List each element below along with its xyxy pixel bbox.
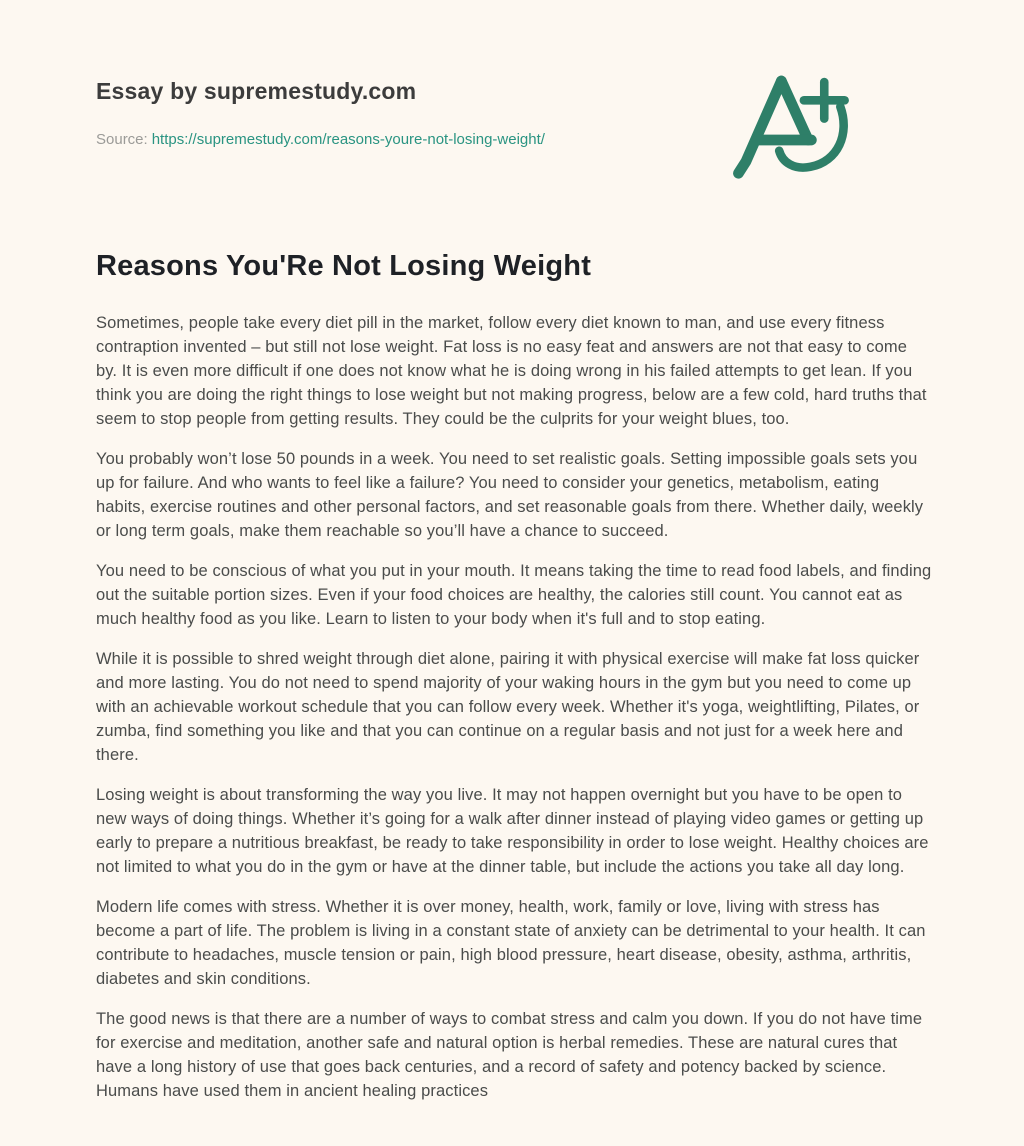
paragraph-2: You probably won’t lose 50 pounds in a week. You need to set realistic goals. Setting impossible goals sets you up for failure. And who wants to feel like a failure? You need to consider your genetics, metabolism, eating habits, exercise routines and other personal factors, and set reasonable goals from there. Whether daily, weekly or long term goals, make them reachable so you’ll have a chance to succeed.: [96, 450, 924, 540]
paragraph-5: Losing weight is about transforming the way you live. It may not happen overnight but you have to be open to new ways of doing things. Whether it’s going for a walk after dinner instead of playing video games or getting up early to prepare a nutritious breakfast, be ready to take responsibility in order to lose weight. Healthy choices are not limited to what you do in the gym or have at the dinner table, but include the actions you take all day long.: [96, 786, 929, 876]
paragraph-4: While it is possible to shred weight through diet alone, pairing it with physical exercise will make fat loss quicker and more lasting. You do not need to spend majority of your waking hours in the gym but you need to come up with an achievable workout schedule that you can follow every week. Whether it's yoga, weightlifting, Pilates, or zumba, find something you like and that you can continue on a regular basis and not just for a week here and there.: [96, 650, 920, 764]
paragraph-1: Sometimes, people take every diet pill in the market, follow every diet known to man, and use every fitness contraption invented – but still not lose weight. Fat loss is no easy feat and answers are not that easy to come by. It is even more difficult if one does not know what he is doing wrong in his failed attempts to get lean. If you think you are doing the right things to lose weight but not making progress, below are a few cold, hard truths that seem to stop people from getting results. They could be the culprits for your weight blues, too.: [96, 314, 927, 428]
source-label: Source:: [96, 131, 148, 148]
document-header: [96, 78, 928, 148]
article-title: Reasons You'Re Not Losing Weight: [96, 250, 592, 282]
source-link[interactable]: https://supremestudy.com/reasons-youre-not-losing-weight/: [151, 131, 545, 148]
paragraph-3: You need to be conscious of what you put in your mouth. It means taking the time to read food labels, and finding out the suitable portion sizes. Even if your food choices are healthy, the calories still count. You cannot eat as much healthy food as you like. Learn to listen to your body when it's full and to stop eating.: [96, 562, 932, 628]
byline: Essay by supremestudy.com: [96, 78, 417, 104]
a-plus-logo-icon: [732, 66, 850, 184]
article-body: [96, 311, 932, 1103]
paragraph-7: The good news is that there are a number of ways to combat stress and calm you down. If you do not have time for exercise and meditation, another safe and natural option is herbal remedies. These are natural cures that have a long history of use that goes back centuries, and a record of safety and potency backed by science. Humans have used them in ancient healing practices: [96, 1010, 923, 1100]
paragraph-6: Modern life comes with stress. Whether it is over money, health, work, family or love, living with stress has become a part of life. The problem is living in a constant state of anxiety can be detrimental to your health. It can contribute to headaches, muscle tension or pain, high blood pressure, heart disease, obesity, asthma, arthritis, diabetes and skin conditions.: [96, 898, 926, 988]
